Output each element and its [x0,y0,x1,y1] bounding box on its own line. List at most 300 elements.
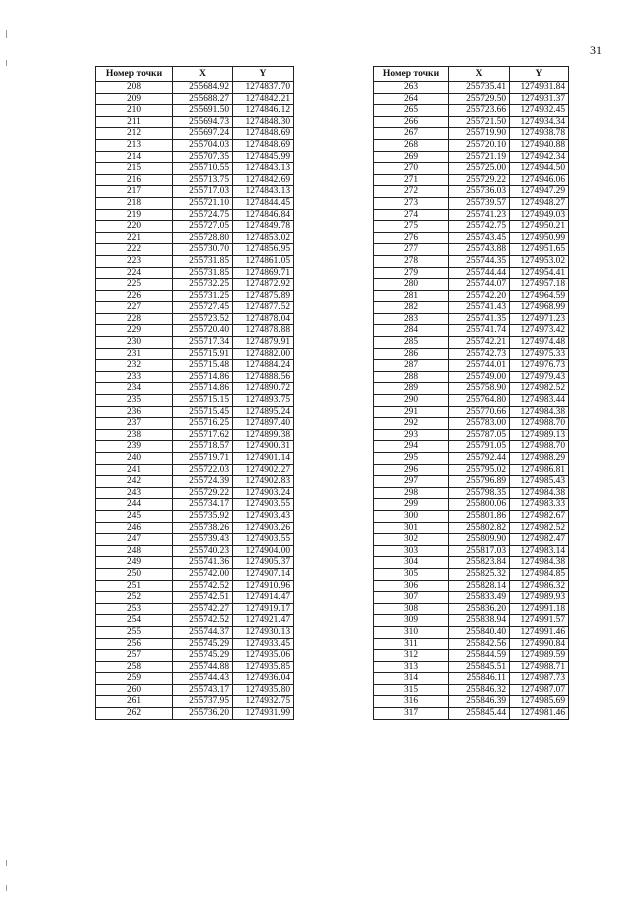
table-row [374,476,569,488]
point-number-cell: 218 [96,197,173,209]
table-row [374,186,569,198]
point-number-cell: 209 [96,93,173,105]
table-row [96,534,294,546]
point-number-cell: 211 [96,116,173,128]
point-number-cell: 303 [374,545,449,557]
y-coordinate-cell: 1274991.57 [510,615,569,627]
point-number-cell: 225 [96,279,173,291]
y-coordinate-cell: 1274988.71 [510,661,569,673]
table-row [96,174,294,186]
y-coordinate-cell: 1274893.75 [233,395,294,407]
table-row [96,82,294,94]
y-coordinate-cell: 1274964.59 [510,290,569,302]
x-coordinate-cell: 255825.32 [449,568,510,580]
table-row [96,557,294,569]
point-number-cell: 298 [374,487,449,499]
x-coordinate-cell: 255744.44 [449,267,510,279]
table-row [374,105,569,117]
x-coordinate-cell: 255731.85 [173,255,233,267]
point-number-cell: 315 [374,684,449,696]
y-coordinate-cell: 1274987.73 [510,673,569,685]
point-number-cell: 239 [96,441,173,453]
table-row [96,580,294,592]
table-row [96,603,294,615]
y-coordinate-cell: 1274903.55 [233,499,294,511]
x-coordinate-cell: 255795.02 [449,464,510,476]
y-coordinate-cell: 1274903.55 [233,534,294,546]
table-row [374,684,569,696]
table-row [374,696,569,708]
point-number-cell: 263 [374,82,449,94]
y-coordinate-cell: 1274989.13 [510,429,569,441]
point-number-cell: 307 [374,592,449,604]
x-coordinate-cell: 255720.10 [449,139,510,151]
y-coordinate-cell: 1274940.88 [510,139,569,151]
table-row [96,395,294,407]
point-number-cell: 269 [374,151,449,163]
point-number-cell: 251 [96,580,173,592]
y-coordinate-cell: 1274982.67 [510,510,569,522]
point-number-cell: 292 [374,418,449,430]
y-coordinate-cell: 1274904.00 [233,545,294,557]
y-coordinate-cell: 1274988.70 [510,441,569,453]
page-number: 31 [590,43,602,57]
table-row [374,487,569,499]
table-row [96,139,294,151]
x-coordinate-cell: 255838.94 [449,615,510,627]
y-coordinate-cell: 1274897.40 [233,418,294,430]
y-coordinate-cell: 1274982.47 [510,534,569,546]
x-coordinate-cell: 255721.19 [449,151,510,163]
y-coordinate-cell: 1274949.03 [510,209,569,221]
table-row [374,244,569,256]
x-coordinate-cell: 255691.50 [173,105,233,117]
point-number-cell: 264 [374,93,449,105]
table-row [374,209,569,221]
y-coordinate-cell: 1274982.52 [510,522,569,534]
point-number-cell: 282 [374,302,449,314]
y-coordinate-cell: 1274988.70 [510,418,569,430]
y-coordinate-cell: 1274890.72 [233,383,294,395]
y-coordinate-cell: 1274878.88 [233,325,294,337]
table-row [374,580,569,592]
y-coordinate-cell: 1274983.33 [510,499,569,511]
point-number-cell: 291 [374,406,449,418]
table-row [96,464,294,476]
point-number-cell: 281 [374,290,449,302]
table-row [96,638,294,650]
y-coordinate-cell: 1274903.43 [233,510,294,522]
y-coordinate-cell: 1274975.33 [510,348,569,360]
point-number-cell: 313 [374,661,449,673]
x-coordinate-cell: 255735.41 [449,82,510,94]
table-row [374,93,569,105]
y-coordinate-cell: 1274933.45 [233,638,294,650]
table-row [374,499,569,511]
table-row [374,441,569,453]
point-number-cell: 231 [96,348,173,360]
x-coordinate-cell: 255846.32 [449,684,510,696]
x-coordinate-cell: 255684.92 [173,82,233,94]
y-coordinate-cell: 1274991.46 [510,626,569,638]
point-number-cell: 227 [96,302,173,314]
y-coordinate-cell: 1274902.83 [233,476,294,488]
table-row [96,302,294,314]
table-row [374,174,569,186]
margin-mark [6,860,7,866]
x-coordinate-cell: 255741.36 [173,557,233,569]
x-coordinate-cell: 255842.56 [449,638,510,650]
x-coordinate-cell: 255740.23 [173,545,233,557]
table-row [374,360,569,372]
table-row [96,116,294,128]
y-coordinate-cell: 1274921.47 [233,615,294,627]
y-coordinate-cell: 1274948.27 [510,197,569,209]
table-row [96,429,294,441]
point-number-cell: 240 [96,453,173,465]
table-row [374,221,569,233]
y-coordinate-cell: 1274987.07 [510,684,569,696]
point-number-cell: 309 [374,615,449,627]
y-coordinate-cell: 1274986.81 [510,464,569,476]
y-coordinate-cell: 1274989.93 [510,592,569,604]
table-row [96,244,294,256]
x-coordinate-cell: 255743.88 [449,244,510,256]
header-y: Y [233,67,294,82]
table-row [96,441,294,453]
x-coordinate-cell: 255742.21 [449,337,510,349]
x-coordinate-cell: 255844.59 [449,650,510,662]
x-coordinate-cell: 255741.35 [449,313,510,325]
point-number-cell: 268 [374,139,449,151]
table-row [96,684,294,696]
table-row [96,476,294,488]
y-coordinate-cell: 1274903.24 [233,487,294,499]
table-row [96,105,294,117]
point-number-cell: 299 [374,499,449,511]
table-row [96,313,294,325]
x-coordinate-cell: 255724.39 [173,476,233,488]
x-coordinate-cell: 255727.05 [173,221,233,233]
x-coordinate-cell: 255836.20 [449,603,510,615]
x-coordinate-cell: 255724.75 [173,209,233,221]
y-coordinate-cell: 1274899.38 [233,429,294,441]
point-number-cell: 256 [96,638,173,650]
point-number-cell: 250 [96,568,173,580]
x-coordinate-cell: 255715.45 [173,406,233,418]
table-row [96,545,294,557]
x-coordinate-cell: 255738.26 [173,522,233,534]
x-coordinate-cell: 255717.62 [173,429,233,441]
y-coordinate-cell: 1274974.48 [510,337,569,349]
x-coordinate-cell: 255694.73 [173,116,233,128]
y-coordinate-cell: 1274932.45 [510,105,569,117]
point-number-cell: 257 [96,650,173,662]
header-point-number: Номер точки [96,67,173,82]
table-row [374,453,569,465]
y-coordinate-cell: 1274984.85 [510,568,569,580]
y-coordinate-cell: 1274888.56 [233,371,294,383]
table-row [96,163,294,175]
table-row [374,325,569,337]
point-number-cell: 245 [96,510,173,522]
point-number-cell: 311 [374,638,449,650]
y-coordinate-cell: 1274971.23 [510,313,569,325]
y-coordinate-cell: 1274976.73 [510,360,569,372]
table-row [96,232,294,244]
table-row [96,522,294,534]
table-row [374,267,569,279]
table-row [96,209,294,221]
table-row [96,661,294,673]
x-coordinate-cell: 255742.52 [173,615,233,627]
x-coordinate-cell: 255727.45 [173,302,233,314]
y-coordinate-cell: 1274853.02 [233,232,294,244]
x-coordinate-cell: 255742.00 [173,568,233,580]
x-coordinate-cell: 255714.86 [173,371,233,383]
x-coordinate-cell: 255749.00 [449,371,510,383]
table-row [96,592,294,604]
x-coordinate-cell: 255721.10 [173,197,233,209]
y-coordinate-cell: 1274931.37 [510,93,569,105]
table-row [374,395,569,407]
margin-mark [6,885,7,891]
y-coordinate-cell: 1274951.65 [510,244,569,256]
point-number-cell: 212 [96,128,173,140]
table-row [96,418,294,430]
y-coordinate-cell: 1274988.29 [510,453,569,465]
x-coordinate-cell: 255713.75 [173,174,233,186]
table-row [374,418,569,430]
point-number-cell: 276 [374,232,449,244]
point-number-cell: 219 [96,209,173,221]
x-coordinate-cell: 255758.90 [449,383,510,395]
table-row [96,221,294,233]
x-coordinate-cell: 255744.37 [173,626,233,638]
y-coordinate-cell: 1274861.05 [233,255,294,267]
point-number-cell: 254 [96,615,173,627]
point-number-cell: 297 [374,476,449,488]
coordinates-table-left [95,66,294,720]
table-row [96,360,294,372]
x-coordinate-cell: 255742.73 [449,348,510,360]
y-coordinate-cell: 1274849.78 [233,221,294,233]
table-row [96,615,294,627]
y-coordinate-cell: 1274991.18 [510,603,569,615]
table-row [96,348,294,360]
x-coordinate-cell: 255846.39 [449,696,510,708]
table-header-row [374,67,569,82]
table-row [374,313,569,325]
x-coordinate-cell: 255796.89 [449,476,510,488]
y-coordinate-cell: 1274856.95 [233,244,294,256]
x-coordinate-cell: 255744.07 [449,279,510,291]
table-row [96,290,294,302]
point-number-cell: 277 [374,244,449,256]
x-coordinate-cell: 255721.50 [449,116,510,128]
x-coordinate-cell: 255728.80 [173,232,233,244]
table-row [374,673,569,685]
y-coordinate-cell: 1274872.92 [233,279,294,291]
y-coordinate-cell: 1274950.99 [510,232,569,244]
y-coordinate-cell: 1274905.37 [233,557,294,569]
x-coordinate-cell: 255714.86 [173,383,233,395]
table-row [96,499,294,511]
point-number-cell: 294 [374,441,449,453]
x-coordinate-cell: 255823.84 [449,557,510,569]
x-coordinate-cell: 255715.15 [173,395,233,407]
point-number-cell: 302 [374,534,449,546]
y-coordinate-cell: 1274846.12 [233,105,294,117]
x-coordinate-cell: 255742.52 [173,580,233,592]
table-row [374,163,569,175]
table-row [96,128,294,140]
point-number-cell: 236 [96,406,173,418]
x-coordinate-cell: 255744.88 [173,661,233,673]
table-row [374,568,569,580]
x-coordinate-cell: 255845.44 [449,708,510,720]
point-number-cell: 278 [374,255,449,267]
point-number-cell: 247 [96,534,173,546]
x-coordinate-cell: 255725.00 [449,163,510,175]
point-number-cell: 284 [374,325,449,337]
x-coordinate-cell: 255723.52 [173,313,233,325]
y-coordinate-cell: 1274935.85 [233,661,294,673]
x-coordinate-cell: 255743.17 [173,684,233,696]
point-number-cell: 266 [374,116,449,128]
y-coordinate-cell: 1274989.59 [510,650,569,662]
table-row [374,429,569,441]
table-row [374,82,569,94]
point-number-cell: 286 [374,348,449,360]
y-coordinate-cell: 1274984.38 [510,487,569,499]
point-number-cell: 288 [374,371,449,383]
table-row [96,673,294,685]
table-row [374,626,569,638]
margin-mark [6,30,7,38]
y-coordinate-cell: 1274944.50 [510,163,569,175]
table-row [374,464,569,476]
point-number-cell: 221 [96,232,173,244]
x-coordinate-cell: 255729.22 [449,174,510,186]
point-number-cell: 290 [374,395,449,407]
x-coordinate-cell: 255743.45 [449,232,510,244]
x-coordinate-cell: 255719.90 [449,128,510,140]
x-coordinate-cell: 255792.44 [449,453,510,465]
point-number-cell: 232 [96,360,173,372]
y-coordinate-cell: 1274914.47 [233,592,294,604]
y-coordinate-cell: 1274950.21 [510,221,569,233]
y-coordinate-cell: 1274837.70 [233,82,294,94]
point-number-cell: 314 [374,673,449,685]
point-number-cell: 241 [96,464,173,476]
x-coordinate-cell: 255707.35 [173,151,233,163]
table-row [374,302,569,314]
y-coordinate-cell: 1274877.52 [233,302,294,314]
x-coordinate-cell: 255742.27 [173,603,233,615]
y-coordinate-cell: 1274982.52 [510,383,569,395]
point-number-cell: 208 [96,82,173,94]
x-coordinate-cell: 255770.66 [449,406,510,418]
table-row [374,255,569,267]
table-row [374,545,569,557]
y-coordinate-cell: 1274848.69 [233,139,294,151]
header-x: X [173,67,233,82]
y-coordinate-cell: 1274882.00 [233,348,294,360]
y-coordinate-cell: 1274947.29 [510,186,569,198]
point-number-cell: 262 [96,708,173,720]
header-y: Y [510,67,569,82]
point-number-cell: 226 [96,290,173,302]
table-row [374,557,569,569]
x-coordinate-cell: 255745.29 [173,638,233,650]
table-row [96,93,294,105]
point-number-cell: 280 [374,279,449,291]
y-coordinate-cell: 1274903.26 [233,522,294,534]
y-coordinate-cell: 1274902.27 [233,464,294,476]
x-coordinate-cell: 255688.27 [173,93,233,105]
point-number-cell: 317 [374,708,449,720]
table-row [374,151,569,163]
table-row [96,568,294,580]
x-coordinate-cell: 255741.74 [449,325,510,337]
point-number-cell: 248 [96,545,173,557]
coordinates-table-right [373,66,569,720]
point-number-cell: 244 [96,499,173,511]
y-coordinate-cell: 1274848.69 [233,128,294,140]
y-coordinate-cell: 1274985.69 [510,696,569,708]
point-number-cell: 237 [96,418,173,430]
y-coordinate-cell: 1274843.13 [233,163,294,175]
y-coordinate-cell: 1274843.13 [233,186,294,198]
table-row [96,510,294,522]
y-coordinate-cell: 1274979.43 [510,371,569,383]
x-coordinate-cell: 255736.03 [449,186,510,198]
x-coordinate-cell: 255723.66 [449,105,510,117]
point-number-cell: 216 [96,174,173,186]
x-coordinate-cell: 255742.75 [449,221,510,233]
table-row [374,348,569,360]
table-row [374,232,569,244]
point-number-cell: 305 [374,568,449,580]
x-coordinate-cell: 255717.03 [173,186,233,198]
point-number-cell: 279 [374,267,449,279]
point-number-cell: 265 [374,105,449,117]
x-coordinate-cell: 255764.80 [449,395,510,407]
point-number-cell: 304 [374,557,449,569]
x-coordinate-cell: 255729.22 [173,487,233,499]
table-row [374,592,569,604]
table-row [96,151,294,163]
y-coordinate-cell: 1274938.78 [510,128,569,140]
point-number-cell: 273 [374,197,449,209]
point-number-cell: 312 [374,650,449,662]
x-coordinate-cell: 255734.17 [173,499,233,511]
point-number-cell: 215 [96,163,173,175]
x-coordinate-cell: 255729.50 [449,93,510,105]
point-number-cell: 229 [96,325,173,337]
x-coordinate-cell: 255715.91 [173,348,233,360]
point-number-cell: 259 [96,673,173,685]
point-number-cell: 242 [96,476,173,488]
y-coordinate-cell: 1274954.41 [510,267,569,279]
y-coordinate-cell: 1274930.13 [233,626,294,638]
x-coordinate-cell: 255791.05 [449,441,510,453]
y-coordinate-cell: 1274981.46 [510,708,569,720]
y-coordinate-cell: 1274875.89 [233,290,294,302]
y-coordinate-cell: 1274845.99 [233,151,294,163]
point-number-cell: 285 [374,337,449,349]
